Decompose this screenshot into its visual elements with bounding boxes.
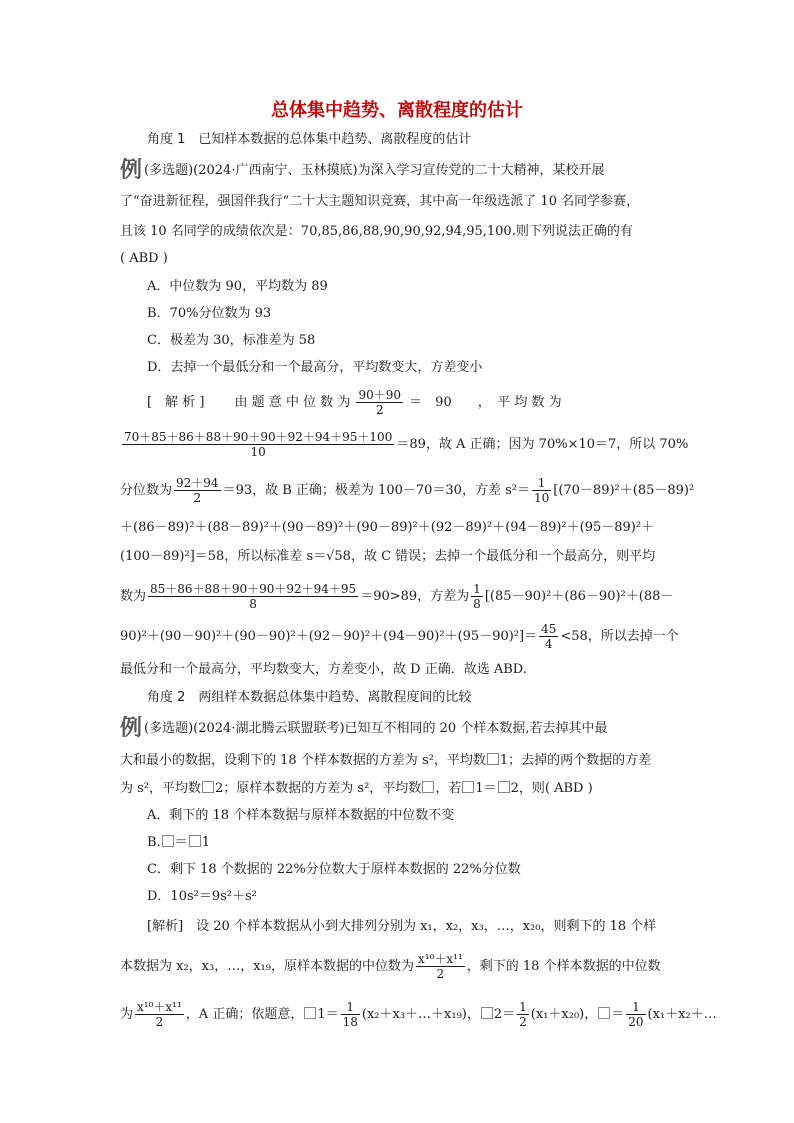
xbar-icon	[487, 753, 499, 765]
fraction: $\frac{\text{x¹⁰＋x¹¹}}{2}$	[137, 1000, 182, 1029]
s2-solution-line3: 为 $\frac{\text{x¹⁰＋x¹¹}}{2}$ ，A 正确；依题意， 1＝ $\frac{1}{18}$ (x₂＋x₃＋…＋x₁₉)， 2＝ $\frac{1}{2}$ (x₁＋x₂₀)， ＝ $\frac{1}{20}$ (x₁＋x₂＋…	[120, 1000, 717, 1029]
s1-question-line3: 且该 10 名同学的成绩依次是：70,85,86,88,90,90,92,94,95,100.则下列说法正确的有	[120, 224, 633, 239]
xbar-icon	[162, 835, 174, 847]
s1-option-a: A．中位数为 90，平均数为 89	[147, 279, 328, 294]
s2-question-line1: 例 (多选题)(2024·湖北腾云联盟联考)已知互不相同的 20 个样本数据,若去掉其中最	[120, 715, 608, 741]
document-title: 总体集中趋势、离散程度的估计	[271, 100, 523, 121]
fraction: $\frac{1}{18}$	[342, 1000, 358, 1029]
example-label: 例	[120, 715, 143, 741]
fraction: $\frac{45}{4}$	[541, 622, 557, 651]
s1-option-d: D．去掉一个最低分和一个最高分，平均数变大，方差变小	[147, 360, 483, 375]
sol-mid: ＝ 90 ， 平 均 数 为	[409, 395, 562, 410]
s1-solution-line8: 最低分和一个最高分，平均数变大，方差变小，故 D 正确．故选 ABD.	[120, 662, 527, 677]
s2-solution-line2: 本数据为 x₂，x₃，…，x₁₉，原样本数据的中位数为 $\frac{\text{x¹⁰＋x¹¹}}{2}$ ，剩下的 18 个样本数据的中位数	[120, 952, 661, 981]
s2-option-c: C．剩下 18 个数据的 22%分位数大于原样本数据的 22%分位数	[147, 862, 521, 877]
fraction: $\frac{70+85+86+88+90+90+92+94+95+100}{10}$	[124, 430, 393, 459]
s1-option-c: C．极差为 30，标准差为 58	[147, 333, 316, 348]
s1-question-line1	[120, 157, 605, 183]
s1-solution-line6: 数为 $\frac{85+86+88+90+90+92+94+95}{8}$ ＝90>89，方差为 $\frac{1}{8}$ [(85－90)²＋(86－90)²＋(88－	[120, 582, 674, 611]
fraction: $\frac{1}{2}$	[519, 1000, 527, 1029]
s1-solution-line1	[147, 388, 562, 417]
fraction: $\frac{\text{x¹⁰＋x¹¹}}{2}$	[417, 952, 463, 981]
sol-tail: ＝89，故 A 正确；因为 70%×10＝7，所以 70%	[396, 437, 689, 452]
s2-question-line3: 为 s²，平均数 2；原样本数据的方差为 s²，平均数 ，若 1＝ 2，则( ABD )	[120, 781, 593, 796]
xbar-icon	[462, 781, 474, 793]
s1-solution-line3: 分位数为 $\frac{92+94}{2}$ ＝93，故 B 正确；极差为 100－70＝30，方差 s²＝ $\frac{1}{10}$ [(70－89)²＋(85－89)²	[120, 476, 695, 505]
s2-solution-line1: [解析] 设 20 个样本数据从小到大排列分别为 x₁，x₂，x₃，…，x₂₀，则剩下的 18 个样	[147, 919, 657, 934]
example-label: 例	[120, 157, 143, 183]
xbar-icon	[481, 1007, 493, 1019]
s2-option-a: A．剩下的 18 个样本数据与原样本数据的中位数不变	[147, 808, 455, 823]
fraction: $\frac{1}{8}$	[473, 582, 481, 611]
s1-q-text1: (多选题)(2024·广西南宁、玉林摸底)为深入学习宣传党的二十大精神，某校开展	[144, 163, 605, 178]
s2-question-line2: 大和最小的数据，设剩下的 18 个样本数据的方差为 s²，平均数 1；去掉的两个数据的方差	[120, 753, 652, 768]
fraction: $\frac{1}{10}$	[533, 476, 550, 505]
fraction: $\frac{1}{20}$	[628, 1000, 644, 1029]
s1-option-b: B．70%分位数为 93	[147, 306, 272, 321]
xbar-icon	[189, 835, 201, 847]
fraction: $\frac{90+90}{2}$	[358, 388, 402, 417]
xbar-icon	[498, 781, 510, 793]
section1-heading: 角度 1 已知样本数据的总体集中趋势、离散程度的估计	[147, 132, 472, 147]
s1-solution-line4: ＋(86－89)²＋(88－89)²＋(90－89)²＋(90－89)²＋(92－89)²＋(94－89)²＋(95－89)²＋	[120, 520, 655, 535]
xbar-icon	[202, 781, 214, 793]
fraction: $\frac{85+86+88+90+90+92+94+95}{8}$	[150, 582, 357, 611]
sol-lead: [ 解 析 ] 由 题 意 中 位 数 为	[147, 395, 351, 410]
xbar-icon	[598, 1007, 610, 1019]
section2-heading: 角度 2 两组样本数据总体集中趋势、离散程度间的比较	[147, 690, 472, 705]
s1-question-line2: 了“奋进新征程，强国伴我行”二十大主题知识竞赛，其中高一年级选派了 10 名同学参赛，	[120, 194, 640, 209]
s2-option-d: D．10s²＝9s²＋s²	[147, 889, 257, 904]
s1-solution-line2	[120, 430, 688, 459]
s1-answer: ( ABD )	[120, 251, 168, 266]
xbar-icon	[304, 1007, 316, 1019]
xbar-icon	[422, 781, 434, 793]
s2-option-b: B. ＝ 1	[147, 835, 210, 850]
s1-solution-line5: (100－89)²]＝58，所以标准差 s＝√58，故 C 错误；去掉一个最低分和一个最高分，则平均	[120, 549, 656, 564]
fraction: $\frac{92+94}{2}$	[176, 476, 219, 505]
s1-solution-line7: 90)²＋(90－90)²＋(90－90)²＋(92－90)²＋(94－90)²＋(95－90)²]＝ $\frac{45}{4}$ <58，所以去掉一个	[120, 622, 679, 651]
